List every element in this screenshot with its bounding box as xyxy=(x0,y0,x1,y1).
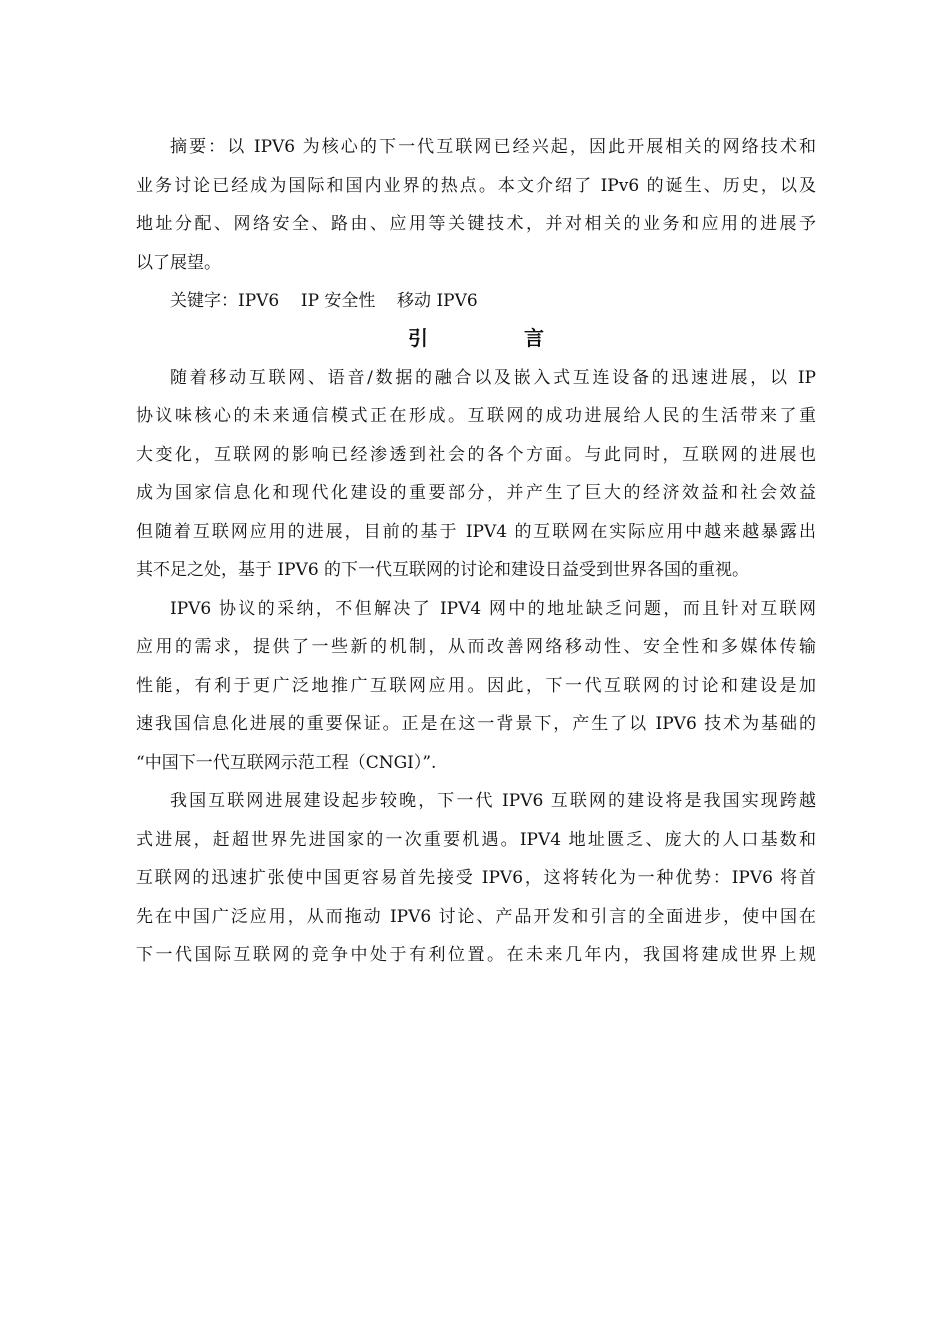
body-paragraph xyxy=(136,590,816,783)
paragraph-line: 下一代国际互联网的竞争中处于有利位置。在未来几年内，我国将建成世界上规 xyxy=(136,945,816,965)
abstract-line: 以了展望。 xyxy=(136,252,221,273)
paragraph-line: 随着移动互联网、语音/数据的融合以及嵌入式互连设备的迅速进展，以 IP xyxy=(170,367,816,388)
heading-char: 言 xyxy=(524,325,544,350)
abstract-line: 业务讨论已经成为国际和国内业界的热点。本文介绍了 IPv6 的诞生、历史，以及 xyxy=(136,175,816,196)
paragraph-line: 其不足之处，基于 IPV6 的下一代互联网的讨论和建设日益受到世界各国的重视。 xyxy=(136,560,750,580)
paragraph-line: 大变化，互联网的影响已经渗透到社会的各个方面。与此同时，互联网的进展也 xyxy=(136,444,816,465)
paragraph-line: “中国下一代互联网示范工程（CNGI）”. xyxy=(136,752,437,773)
paragraph-line: IPV6 协议的采纳，不但解决了 IPV4 网中的地址缺乏问题，而且针对互联网 xyxy=(170,598,816,619)
body-paragraph xyxy=(136,782,816,975)
paragraph-line: 我国互联网进展建设起步较晚，下一代 IPV6 互联网的建设将是我国实现跨越 xyxy=(170,791,816,811)
section-heading xyxy=(136,321,816,355)
body-paragraph xyxy=(136,359,816,590)
heading-char: 引 xyxy=(408,325,428,350)
abstract-paragraph xyxy=(136,128,816,282)
abstract-line: 摘要：以 IPV6 为核心的下一代互联网已经兴起，因此开展相关的网络技术和 xyxy=(170,137,816,157)
keywords-line: 关键字：IPV6 IP 安全性 移动 IPV6 xyxy=(170,291,478,311)
abstract-line: 地址分配、网络安全、路由、应用等关键技术，并对相关的业务和应用的进展予 xyxy=(136,214,816,234)
paragraph-line: 先在中国广泛应用，从而拖动 IPV6 讨论、产品开发和引言的全面进步，使中国在 xyxy=(136,906,816,927)
paragraph-line: 但随着互联网应用的进展，目前的基于 IPV4 的互联网在实际应用中越来越暴露出 xyxy=(136,521,816,542)
paragraph-line: 互联网的迅速扩张使中国更容易首先接受 IPV6，这将转化为一种优势：IPV6 将首 xyxy=(136,868,816,888)
paragraph-line: 速我国信息化进展的重要保证。正是在这一背景下，产生了以 IPV6 技术为基础的 xyxy=(136,714,816,734)
document-page xyxy=(136,128,816,975)
paragraph-line: 协议味核心的未来通信模式正在形成。互联网的成功进展给人民的生活带来了重 xyxy=(136,406,816,426)
paragraph-line: 成为国家信息化和现代化建设的重要部分，并产生了巨大的经济效益和社会效益 xyxy=(136,483,816,503)
paragraph-line: 式进展，赶超世界先进国家的一次重要机遇。IPV4 地址匮乏、庞大的人口基数和 xyxy=(136,829,816,850)
paragraph-line: 性能，有利于更广泛地推广互联网应用。因此，下一代互联网的讨论和建设是加 xyxy=(136,675,816,696)
paragraph-line: 应用的需求，提供了一些新的机制，从而改善网络移动性、安全性和多媒体传输 xyxy=(136,637,816,657)
